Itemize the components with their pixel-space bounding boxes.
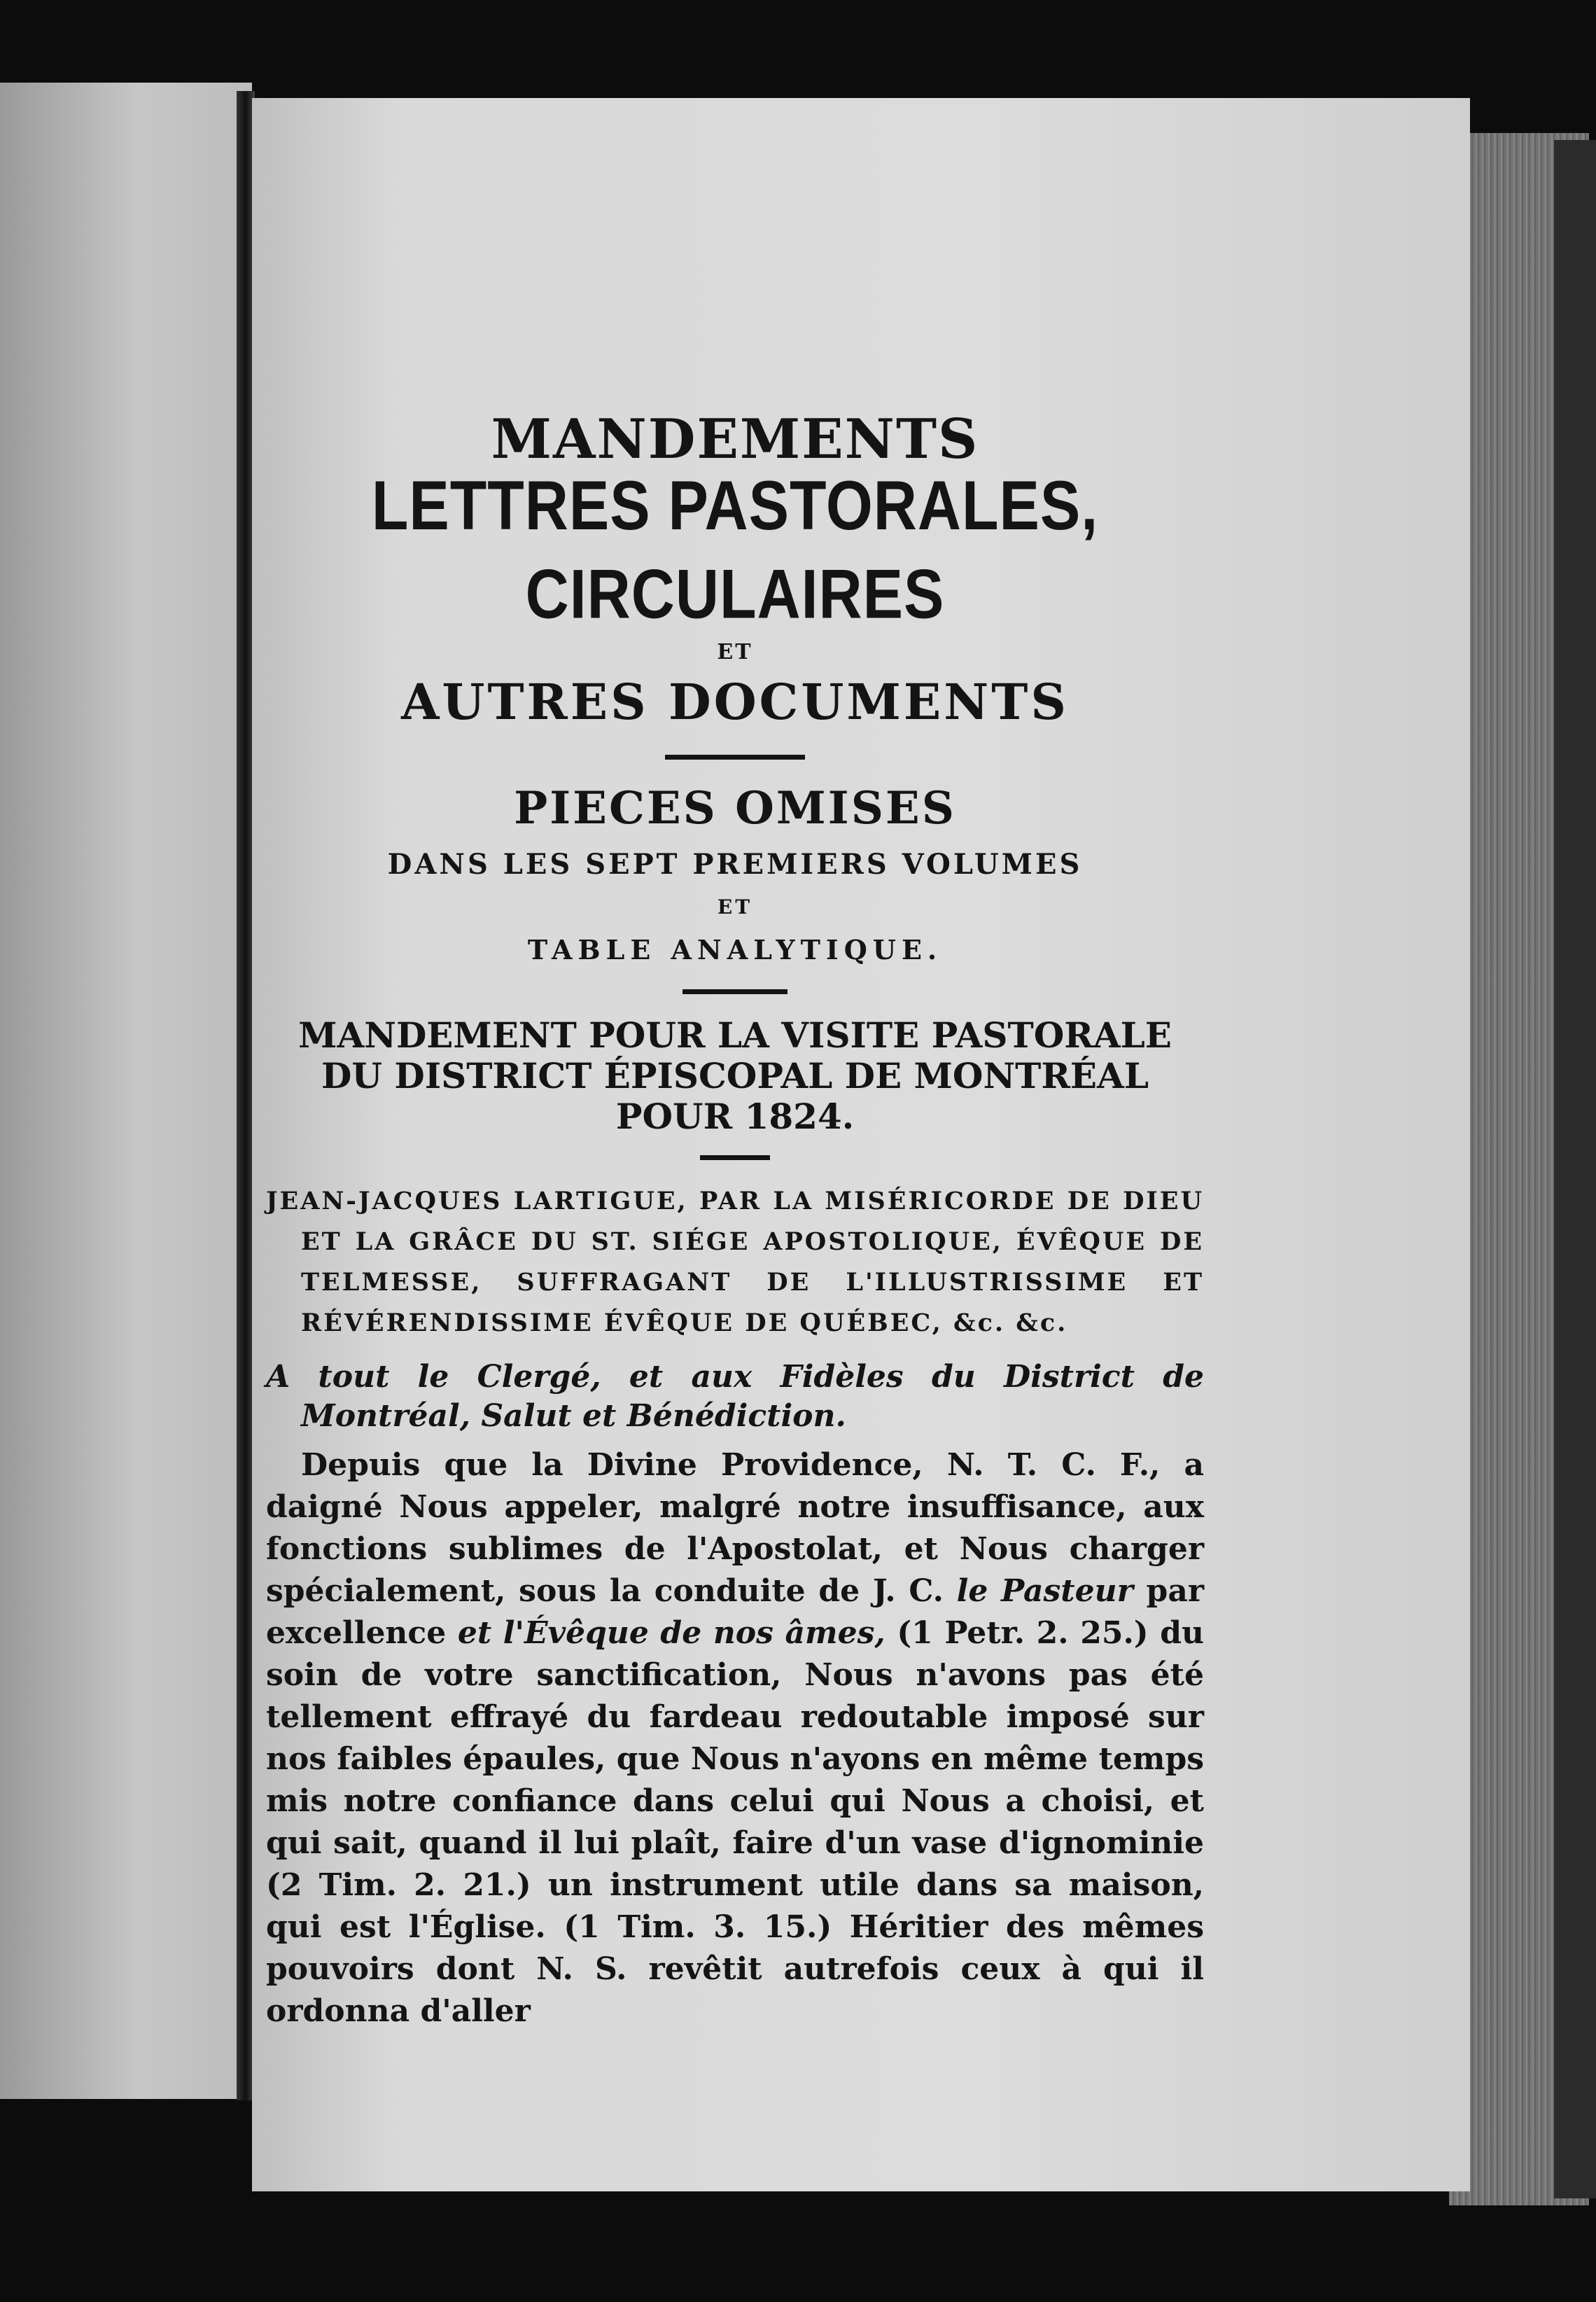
left-page-edge <box>0 83 252 2099</box>
title-line-3: AUTRES DOCUMENTS <box>401 673 1069 731</box>
subtitle-conjunction: ET <box>717 895 753 919</box>
body-italic-1: le Pasteur <box>956 1573 1133 1609</box>
subtitle-line-1: PIECES OMISES <box>514 782 956 835</box>
section-heading: MANDEMENT POUR LA VISITE PASTORALE DU DISTRICT ÉPISCOPAL DE MONTRÉAL POUR 1824. <box>298 1014 1172 1137</box>
title-conjunction: ET <box>717 640 753 664</box>
heading-rule <box>700 1155 770 1160</box>
title-block <box>266 406 1204 734</box>
subtitle-rule <box>682 989 788 994</box>
page-text <box>266 406 1204 2032</box>
body-text-2: par excellence <box>266 1573 1205 1651</box>
body-italic-2: et l'Évêque de nos âmes, <box>457 1615 886 1651</box>
body-paragraph <box>266 1444 1204 2032</box>
body-text-3: (1 Petr. 2. 25.) du soin de votre sanctification, Nous n'avons pas été tellement effrayé du fardeau redoutable imposé sur nos faibles épaules, que Nous n'ayons en même temps mis notre confiance dans celui qui Nous a choisi, et qui sait, quand il lui plaît, faire d'un vase d'ignominie (2 Tim. 2. 21.) un instrument utile dans sa maison, qui est l'Église. (1 Tim. 3. 15.) Héritier des mêmes pouvoirs dont N. S. revêtit autrefois ceux à qui il ordonna d'aller <box>266 1615 1204 2029</box>
title-line-2: LETTRES PASTORALES, CIRCULAIRES <box>371 467 1099 634</box>
salutation: A tout le Clergé, et aux Fidèles du District de Montréal, Salut et Bénédiction. <box>266 1359 1204 1434</box>
title-rule <box>665 755 805 760</box>
page-shadow <box>1554 140 1596 2198</box>
body-text-1: Depuis que la Divine Providence, N. T. C. F., a daigné Nous appeler, malgré notre insuffisance, aux fonctions sublimes de l'Apostolat, et Nous charger spécialement, sous la conduite de J. C. <box>266 1447 1204 1609</box>
subtitle-line-3: TABLE ANALYTIQUE. <box>527 934 943 965</box>
subtitle-block <box>266 781 1204 968</box>
subtitle-line-2: DANS LES SEPT PREMIERS VOLUMES <box>387 848 1083 881</box>
author-title: JEAN-JACQUES LARTIGUE, PAR LA MISÉRICORDE DE DIEU ET LA GRÂCE DU ST. SIÉGE APOSTOLIQUE, ÉVÊQUE DE TELMESSE, SUFFRAGANT DE L'ILLUSTRISSIME ET RÉVÉRENDISSIME ÉVÊQUE DE QUÉBEC, &c. &c. <box>266 1187 1204 1337</box>
title-line-1: MANDEMENTS <box>491 407 979 471</box>
